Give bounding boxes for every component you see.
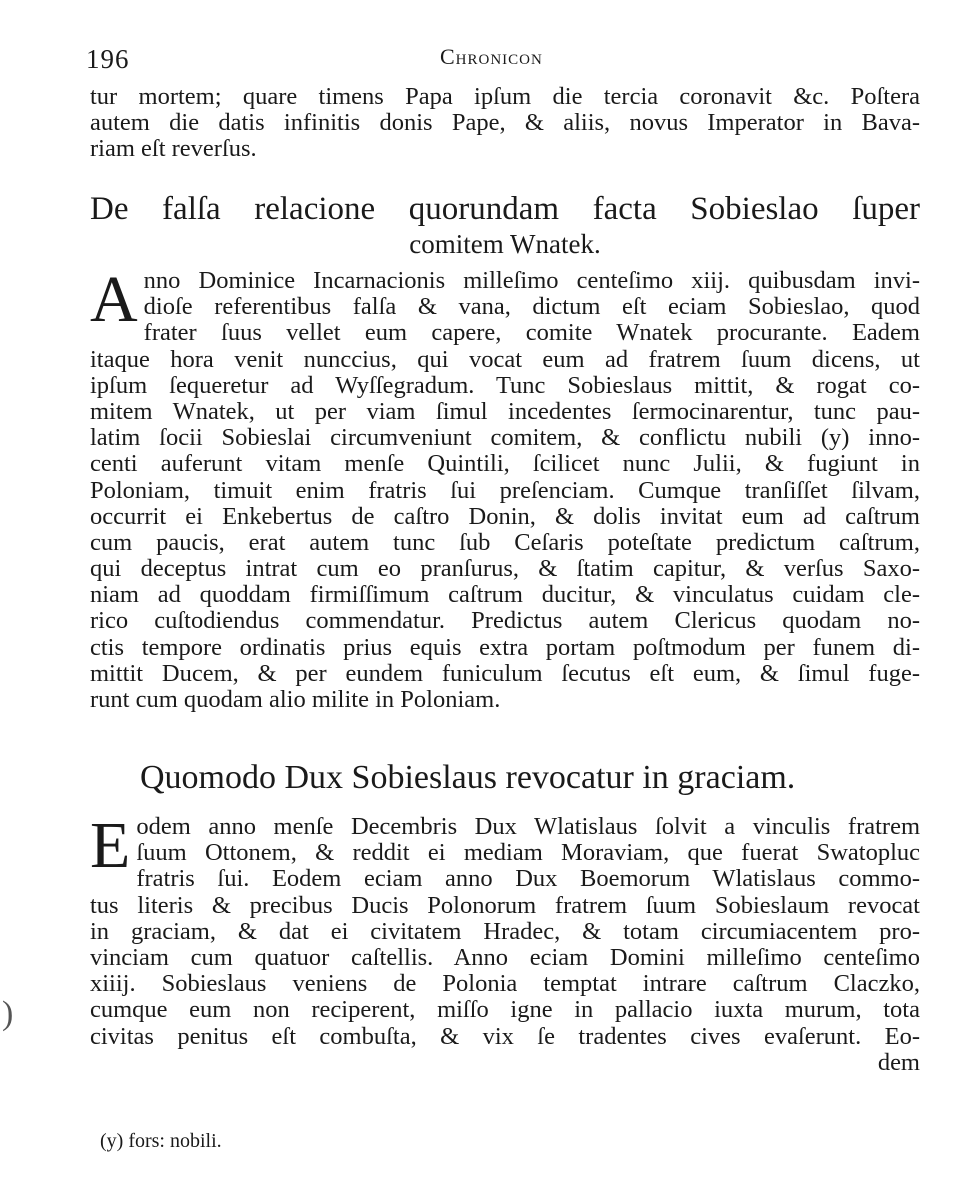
text-line: ctis tempore ordinatis prius equis extra portam poſtmodum per funem di- [90, 633, 920, 661]
text-line: xiiij. Sobieslaus veniens de Polonia temptat intrare caſtrum Claczko, [90, 970, 920, 998]
text-line: frater ſuus vellet eum capere, comite Wnatek procurante. Eadem [143, 319, 920, 347]
text-line: autem die datis infinitis donis Pape, & aliis, novus Imperator in Bava- [90, 109, 920, 137]
page-number: 196 [86, 44, 130, 74]
text-line: occurrit ei Enkebertus de caſtro Donin, & dolis invitat eum ad caſtrum [90, 502, 920, 530]
text-line: latim ſocii Sobieslai circumveniunt comitem, & conflictu nubili (y) inno- [90, 424, 920, 452]
text-line: civitas penitus eſt combuſta, & vix ſe tradentes cives evaſerunt. Eo- [90, 1022, 920, 1050]
footnote: (y) fors: nobili. [100, 1130, 222, 1152]
text-line: Poloniam, timuit enim fratris ſui preſenciam. Cumque tranſiſſet ſilvam, [90, 476, 920, 504]
catchword: dem [877, 1048, 920, 1076]
text-line: itaque hora venit nunccius, qui vocat eum ad fratrem ſuum dicens, ut [90, 345, 920, 373]
margin-mark: ) [2, 995, 14, 1032]
section-heading-1 [90, 190, 920, 260]
text-line: riam eſt reverſus. [90, 135, 257, 163]
drop-cap: A [90, 263, 138, 336]
text-line: vinciam cum quatuor caſtellis. Anno eciam Domini milleſimo centeſimo [90, 943, 920, 971]
section-2-paragraph [90, 809, 920, 1076]
text-line: tus literis & precibus Ducis Polonorum fratrem ſuum Sobieslaum revocat [90, 891, 920, 919]
drop-cap: E [90, 809, 131, 882]
section-1-paragraph [90, 263, 920, 713]
text-line: ipſum ſequeretur ad Wyſſegradum. Tunc Sobieslaus mittit, & rogat co- [90, 371, 920, 399]
text-line: cumque eum non reciperent, miſſo igne in pallacio iuxta murum, tota [90, 996, 920, 1024]
section-heading-line: De falſa relacione quorundam facta Sobieslao ſuper [90, 191, 920, 227]
text-line: rico cuſtodiendus commendatur. Predictus autem Clericus quodam no- [90, 607, 920, 635]
text-line: in graciam, & dat ei civitatem Hradec, & totam circumiacentem pro- [90, 917, 920, 945]
text-line: cum paucis, erat autem tunc ſub Ceſaris poteſtate predictum caſtrum, [90, 528, 920, 556]
text-line: nno Dominice Incarnacionis milleſimo centeſimo xiij. quibusdam invi- [143, 267, 920, 294]
text-line: qui deceptus intrat cum eo pranſurus, & ſtatim capitur, & verſus Saxo- [90, 555, 920, 583]
text-line: odem anno menſe Decembris Dux Wlatislaus ſolvit a vinculis fratrem [136, 813, 920, 840]
text-line: mittit Ducem, & per eundem funiculum ſecutus eſt eum, & ſimul fuge- [90, 659, 920, 687]
section-heading-2: Quomodo Dux Sobieslaus revocatur in graciam. [140, 759, 796, 796]
section-heading-line: comitem Wnatek. [409, 229, 601, 259]
text-line: mitem Wnatek, ut per viam ſimul incedentes ſermocinarentur, tunc pau- [90, 397, 920, 425]
text-line: centi auferunt vitam menſe Quintili, ſcilicet nunc Julii, & fugiunt in [90, 450, 920, 478]
text-line: runt cum quodam alio milite in Poloniam. [90, 686, 501, 713]
text-line: ſuum Ottonem, & reddit ei mediam Moraviam, que fuerat Swatopluc [136, 839, 920, 867]
text-line: niam ad quoddam firmiſſimum caſtrum ducitur, & vinculatus cuidam cle- [90, 581, 920, 609]
running-title: Chronicon [440, 44, 543, 69]
text-line: dioſe referentibus falſa & vana, dictum eſt eciam Sobieslao, quod [143, 293, 920, 321]
intro-paragraph [90, 84, 920, 163]
text-line: tur mortem; quare timens Papa ipſum die tercia coronavit &c. Poſtera [90, 83, 920, 110]
text-line: fratris ſui. Eodem eciam anno Dux Boemorum Wlatislaus commo- [136, 865, 920, 893]
